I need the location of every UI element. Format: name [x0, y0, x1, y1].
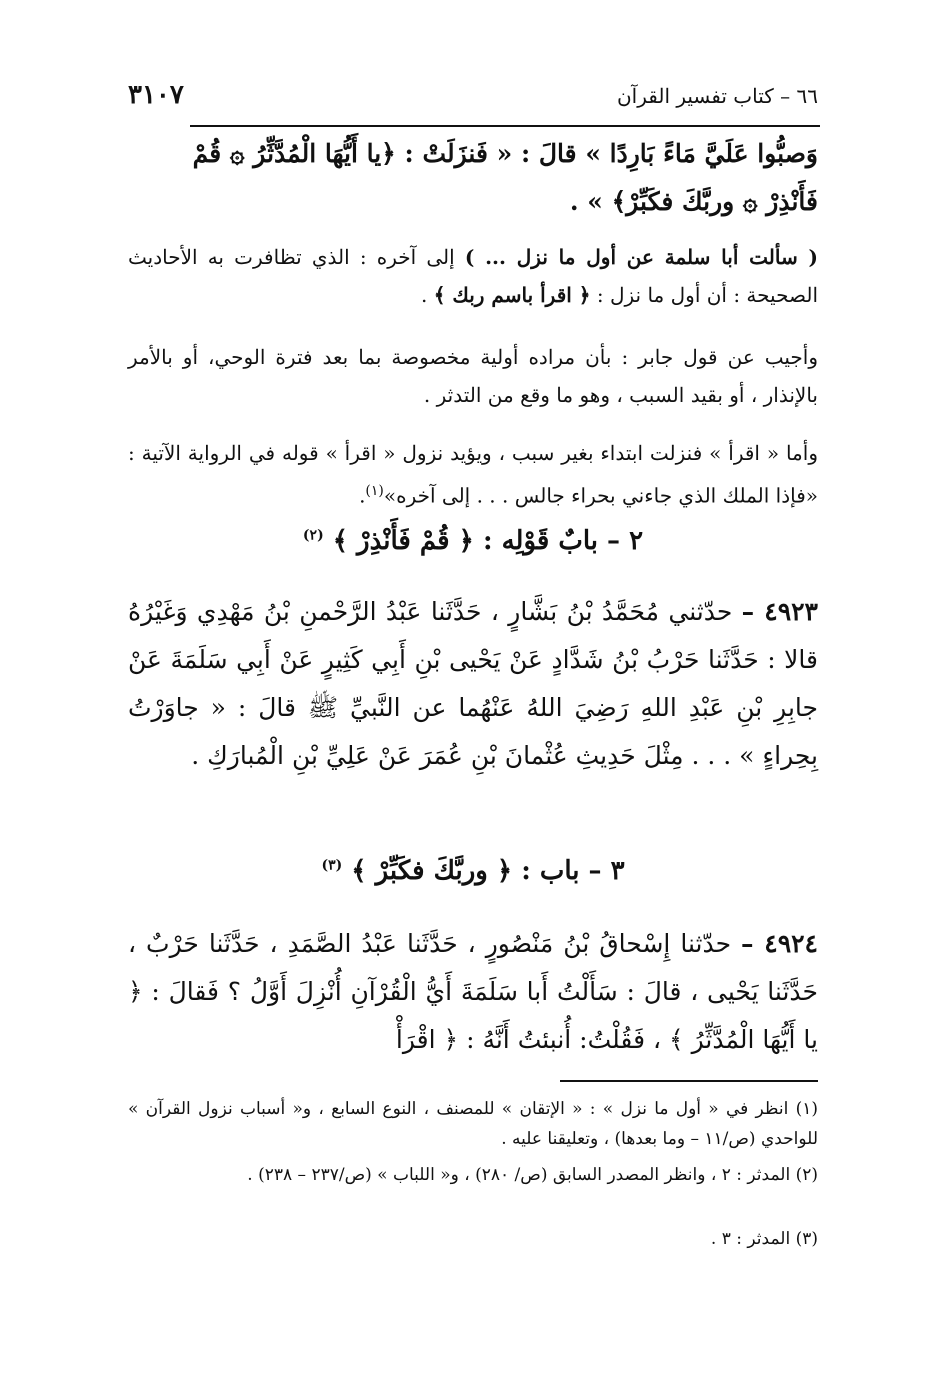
footnote-rule	[560, 1080, 818, 1082]
chapter-3-title: ٣ – باب : ﴿ وربَّكَ فكَبِّرْ ﴾	[351, 856, 625, 886]
footnote-ref-3: (٣)	[321, 857, 343, 874]
footnote-ref-1: (١)	[365, 483, 384, 499]
hadith-4924-number: ٤٩٢٤ –	[741, 929, 818, 958]
commentary-1	[128, 238, 818, 314]
commentary-quote-heading: ( سألت أبا سلمة عن أول ما نزل ... )	[464, 245, 818, 269]
hadith-4923-number: ٤٩٢٣ –	[741, 597, 818, 626]
hadith-continuation	[128, 130, 818, 226]
chapter-3-heading	[128, 856, 818, 886]
footnote-3: (٣) المدثر : ٣ .	[710, 1229, 818, 1249]
hadith-4924	[128, 920, 818, 1064]
commentary-3	[128, 434, 818, 515]
chapter-2-heading	[128, 526, 818, 556]
footnote-ref-2: (٢)	[302, 527, 324, 544]
continuation-line-1: وَصبُّوا عَلَيَّ مَاءً بَارِدًا » قالَ : « فَنزَلَتْ : ﴿يا أَيُّهَا الْمُدَّثِّرُ ۞ قُمْ	[192, 139, 818, 168]
commentary-1-verse: ﴿ اقرأ باسم ربك ﴾	[433, 283, 591, 307]
footnote-1: (١) انظر في « أول ما نزل » : « الإتقان » للمصنف ، النوع السابع ، و« أسباب نزول القرآن » للواحدي (ص/١١ – وما بعدها) ، وتعليقنا عليه .	[128, 1099, 818, 1149]
commentary-1-text: إلى آخره : الذي تظافرت به الأحاديث الصحيحة : أن أول ما نزل :	[128, 245, 818, 307]
hadith-4924-text: حدّثنا إِسْحاقُ بْنُ مَنْصُورٍ ، حَدَّثَنا عَبْدُ الصَّمَدِ ، حَدَّثَنا حَرْبٌ ، حَدَّثَنا يَحْيى ، قالَ : سَأَلْتُ أَبا سَلَمَةَ أَيُّ الْقُرْآنِ أُنْزِلَ أَوَّلُ ؟ فَقالَ : ﴿ يا أَيُّهَا الْمُدَّثِّرُ ﴾ ، فَقُلْتُ: أُنبئتُ أَنَّهُ : ﴿ اقْرَأْ	[128, 929, 818, 1054]
chapter-2-title: ٢ – بابٌ قَوْلِه : ﴿ قُمْ فَأَنْذِرْ ﴾	[332, 526, 644, 556]
commentary-1-end: .	[420, 283, 434, 307]
running-header	[128, 78, 818, 120]
page-number: ٣١٠٧	[128, 80, 184, 110]
footnote-2: (٢) المدثر : ٢ ، وانظر المصدر السابق (ص/ ٢٨٠) ، و« اللباب » (ص/٢٣٧ – ٢٣٨) .	[247, 1165, 818, 1185]
commentary-3-text: وأما « اقرأ » فنزلت ابتداء بغير سبب ، ويؤيد نزول « اقرأ » قوله في الرواية الآتية : «فإذا الملك الذي جاءني بحراء جالس . . . إلى آخره»	[128, 441, 818, 508]
hadith-4923-text: حدّثني مُحَمَّدُ بْنُ بَشَّارٍ ، حَدَّثَنا عَبْدُ الرَّحْمنِ بْنُ مَهْدِي وَغَيْرُهُ قالا : حَدَّثَنا حَرْبُ بْنُ شَدَّادٍ عَنْ يَحْيى بْنِ أَبِي كَثِيرٍ عَنْ أَبِي سَلَمَةَ عَنْ جابِرِ بْنِ عَبْدِ اللهِ رَضِيَ اللهُ عَنْهُما عن النَّبيِّ ﷺ قالَ : « جاوَرْتُ بِحِراءٍ » . . . مِثْلَ حَدِيثِ عُثْمانَ بْنِ عُمَرَ عَنْ عَلِيِّ بْنِ الْمُبارَكِ .	[128, 597, 818, 770]
running-title: ٦٦ – كتاب تفسير القرآن	[616, 84, 818, 108]
commentary-3-end: .	[359, 483, 366, 508]
header-rule	[190, 125, 820, 127]
commentary-2: وأجيب عن قول جابر : بأن مراده أولية مخصوصة بما بعد فترة الوحي، أو بالأمر بالإنذار ، أو بقيد السبب ، وهو ما وقع من التدثر .	[128, 345, 818, 407]
hadith-4923	[128, 588, 818, 780]
book-page	[128, 78, 818, 120]
continuation-line-2: فَأَنْذِرْ ۞ وربَّكَ فكَبِّرْ﴾ » .	[569, 187, 818, 216]
